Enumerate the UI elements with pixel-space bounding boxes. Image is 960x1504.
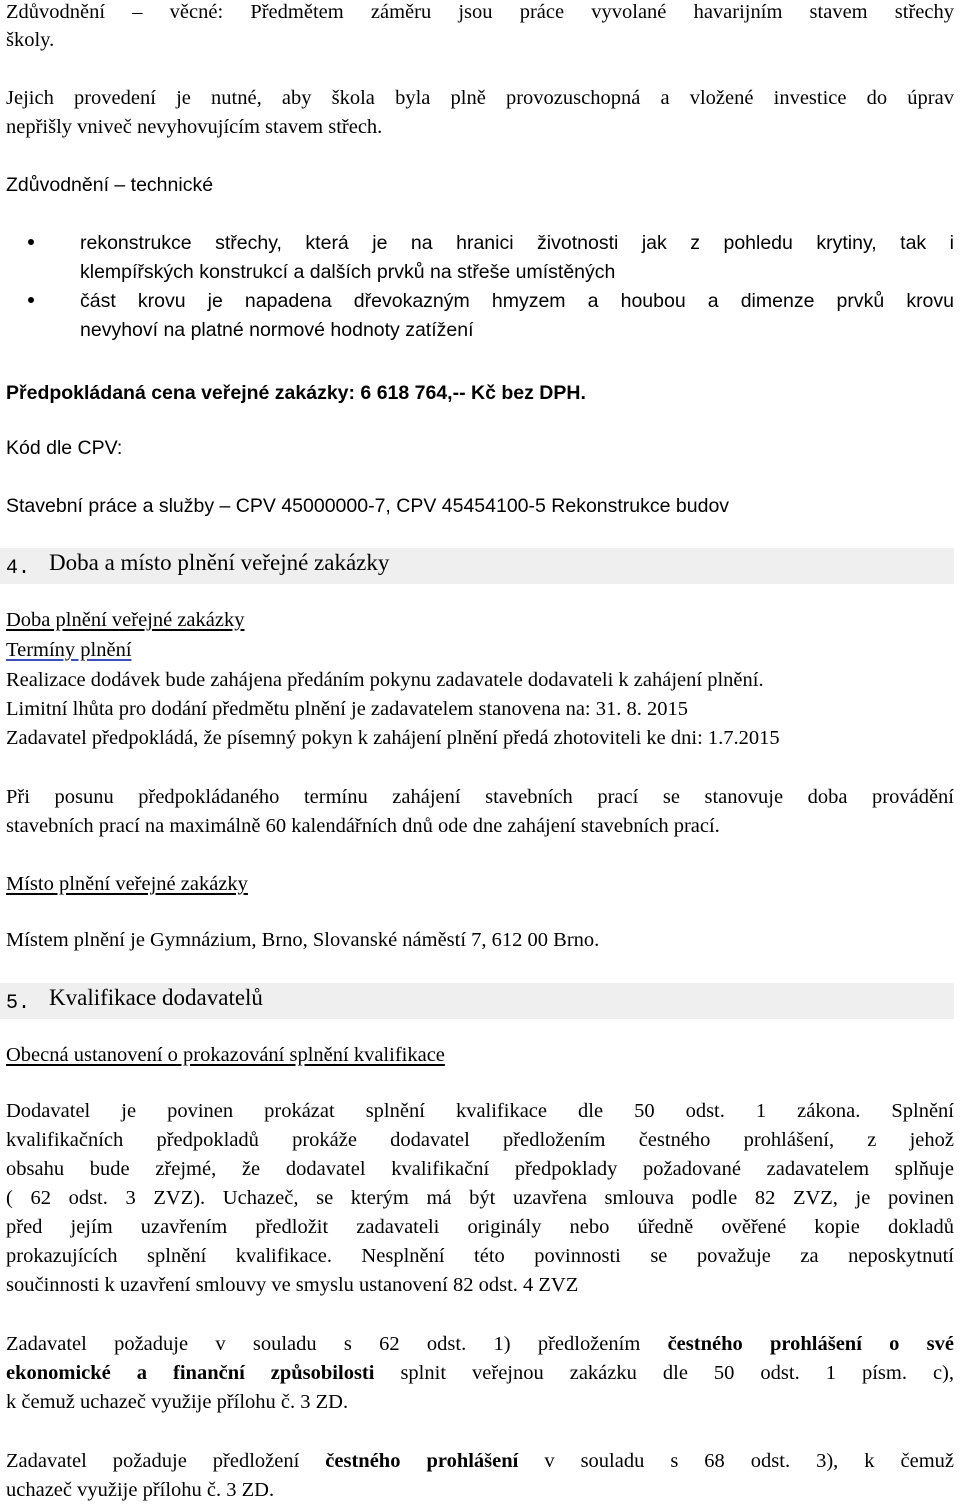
technical-bullet-2-line-2: nevyhoví na platné normové hodnoty zatížení [80,319,474,341]
section-5-title: Kvalifikace dodavatelů [49,985,263,1010]
section-4-para-4-line-1: Při posunu předpokládaného termínu zahájení stavebních prací se stanovuje doba provádění [6,786,954,808]
section-4-place-text: Místem plnění je Gymnázium, Brno, Slovanské náměstí 7, 612 00 Brno. [6,929,600,951]
section-4-place-heading: Místo plnění veřejné zakázky [6,873,248,895]
section-5-para-3-line-2: uchazeč využije přílohu č. 3 ZD. [6,1479,275,1501]
section-5-heading [0,983,954,1019]
section-5-para-2-line-2-b: splnit veřejnou zakázku dle 50 odst. 1 písm. c), [400,1362,954,1384]
section-5-para-3-line-1 [6,1447,954,1475]
section-4-heading [0,548,954,584]
section-5-para-2-line-1-b: čestného prohlášení o své [667,1333,955,1355]
section-5-para-2-line-3: k čemuž uchazeč využije přílohu č. 3 ZD. [6,1391,349,1413]
section-5-para-1-line-1: Dodavatel je povinen prokázat splnění kvalifikace dle 50 odst. 1 zákona. Splnění [6,1100,954,1122]
section-4-number: 4. [6,557,31,580]
section-5-para-2-line-2-a: ekonomické a finanční způsobilosti [6,1362,375,1384]
technical-bullet-2-line-1: část krovu je napadena dřevokazným hmyzem a houbou a dimenze prvků krovu [80,290,954,312]
bullet-dot-2 [28,297,34,303]
section-4-para-1: Realizace dodávek bude zahájena předáním pokynu zadavatele dodavateli k zahájení plnění. [6,669,764,691]
section-5-para-2-line-1 [6,1330,954,1358]
technical-bullet-1-line-2: klempířských konstrukcí a dalších prvků na střeše umístěných [80,261,616,283]
section-5-para-1-line-5: před jejím uzavřením předložit zadavateli originály nebo úředně ověřené kopie dokladů [6,1216,954,1238]
section-5-para-3-line-1-b: čestného prohlášení [325,1450,519,1472]
intro-line-2: školy. [6,29,55,51]
cpv-value: Stavební práce a služby – CPV 45000000-7, CPV 45454100-5 Rekonstrukce budov [6,495,730,517]
technical-bullet-1-line-1: rekonstrukce střechy, která je na hranici životnosti jak z pohledu krytiny, tak i [80,232,954,254]
section-4-para-4-line-2: stavebních prací na maximálně 60 kalendářních dnů ode dne zahájení stavebních prací. [6,815,720,837]
cpv-label: Kód dle CPV: [6,437,123,459]
section-5-para-3-line-1-a: Zadavatel požaduje předložení [6,1450,300,1472]
section-5-para-2-line-2 [6,1359,954,1387]
section-4-para-2: Limitní lhůta pro dodání předmětu plnění je zadavatelem stanovena na: 31. 8. 2015 [6,698,689,720]
section-5-para-3-line-1-c: v souladu s 68 odst. 3), k čemuž [544,1450,955,1472]
section-4-subheading-deadlines: Termíny plnění [6,639,132,661]
section-5-para-2-line-1-a: Zadavatel požaduje v souladu s 62 odst. 1) předložením [6,1333,641,1355]
intro-line-3: Jejich provedení je nutné, aby škola byla plně provozuschopná a vložené investice do úprav [6,87,954,109]
section-5-para-1-line-6: prokazujících splnění kvalifikace. Nesplnění této povinnosti se považuje za neposkytnutí [6,1245,954,1267]
section-4-title: Doba a místo plnění veřejné zakázky [49,550,390,575]
intro-line-1: Zdůvodnění – věcné: Předmětem záměru jsou práce vyvolané havarijním stavem střechy [6,1,954,23]
section-5-subheading: Obecná ustanovení o prokazování splnění kvalifikace [6,1044,445,1066]
section-5-para-1-line-3: obsahu bude zřejmé, že dodavatel kvalifikační předpoklady požadované zadavatelem splňuje [6,1158,954,1180]
section-4-para-3: Zadavatel předpokládá, že písemný pokyn k zahájení plnění předá zhotoviteli ke dni: 1.7.2015 [6,727,780,749]
section-5-number: 5. [6,992,31,1015]
section-5-para-1-line-7: součinnosti k uzavření smlouvy ve smyslu ustanovení 82 odst. 4 ZVZ [6,1274,579,1296]
section-4-subheading-duration: Doba plnění veřejné zakázky [6,609,245,631]
bullet-dot-1 [28,239,34,245]
section-5-para-1-line-4: ( 62 odst. 3 ZVZ). Uchazeč, se kterým má být uzavřena smlouva podle 82 ZVZ, je povinen [6,1187,954,1209]
estimated-price: Předpokládaná cena veřejné zakázky: 6 618 764,-- Kč bez DPH. [6,382,586,404]
intro-line-4: nepřišly vniveč nevyhovujícím stavem střech. [6,116,383,138]
section-5-para-1-line-2: kvalifikačních předpokladů prokáže dodavatel předložením čestného prohlášení, z jehož [6,1129,954,1151]
technical-heading: Zdůvodnění – technické [6,174,214,196]
